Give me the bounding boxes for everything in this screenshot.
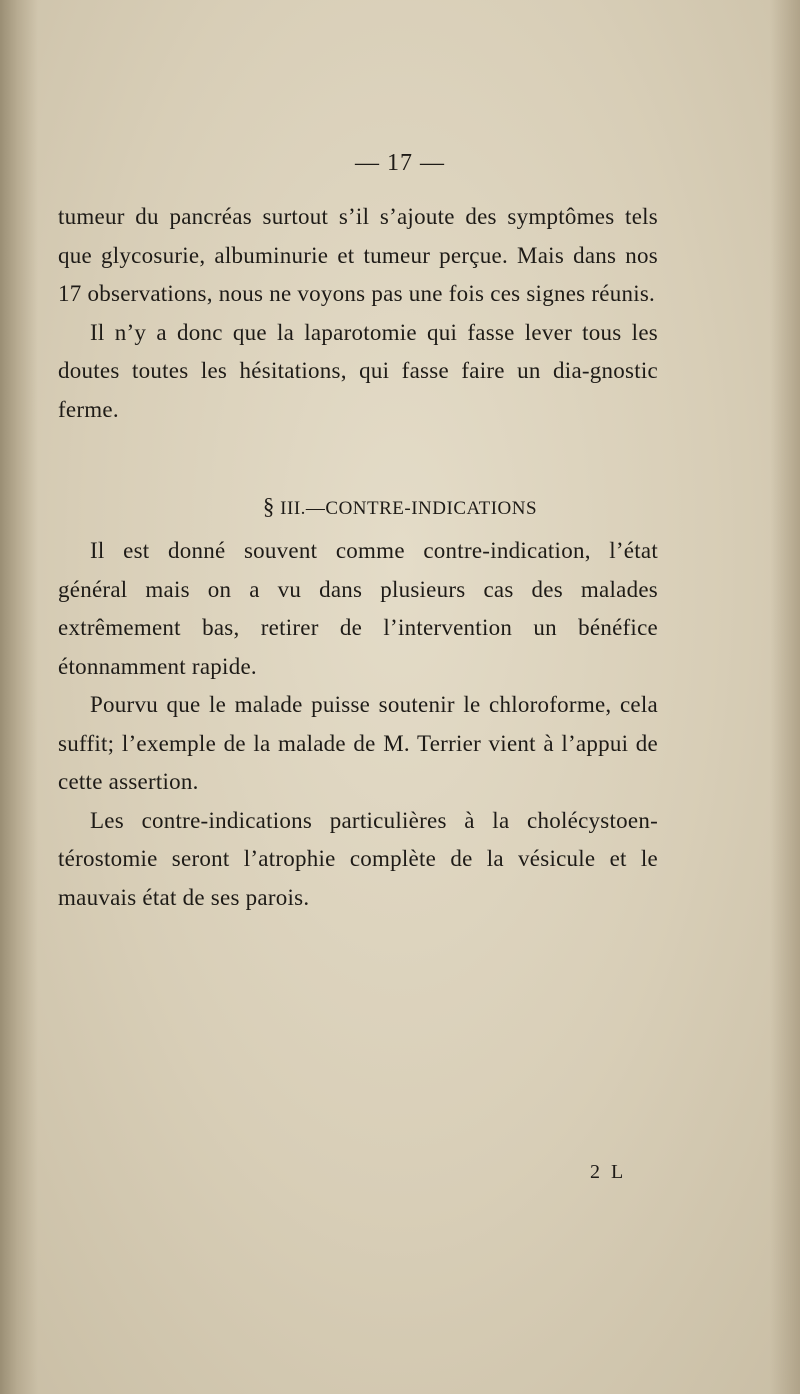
paragraph-chloroforme: Pourvu que le malade puisse soutenir le chloroforme, cela suffit; l’exemple de la malade de M. Terrier vient à l’appui de cette assertion. bbox=[58, 692, 658, 794]
section-sign: § bbox=[262, 494, 275, 519]
page-right-edge-shadow bbox=[770, 0, 800, 1394]
paragraph-laparotomie: Il n’y a donc que la laparotomie qui fasse lever tous les doutes toutes les hésitations, qui fasse faire un dia-gnostic ferme. bbox=[58, 319, 658, 422]
signature-mark: 2 L bbox=[590, 1161, 627, 1183]
paragraph-contre-indication: Il est donné souvent comme contre-indication, l’état général mais on a vu dans plusieurs cas des malades extrêmement bas, retirer de l’intervention un bénéfice étonnamment rapide. bbox=[58, 538, 658, 679]
paragraph-tumeur-pancreas: tumeur du pancréas surtout s’il s’ajoute des symptômes tels que glycosurie, albuminurie et tumeur perçue. Mais dans nos 17 observations, nous ne voyons pas une fois ces signes réunis. bbox=[58, 204, 658, 306]
paragraph-cholecystoenterostomie: Les contre-indications particulières à la cholécystoen-térostomie seront l’atrophie complète de la vésicule et le mauvais état de ses parois. bbox=[58, 807, 658, 910]
section-number: III.— bbox=[280, 498, 326, 519]
section-title: CONTRE-INDICATIONS bbox=[325, 498, 538, 519]
page-number: — 17 — bbox=[355, 150, 445, 176]
text-block-after-section bbox=[58, 532, 658, 917]
page-left-edge-shadow bbox=[0, 0, 38, 1394]
section-heading bbox=[0, 494, 800, 520]
text-block-before-section bbox=[58, 198, 658, 429]
